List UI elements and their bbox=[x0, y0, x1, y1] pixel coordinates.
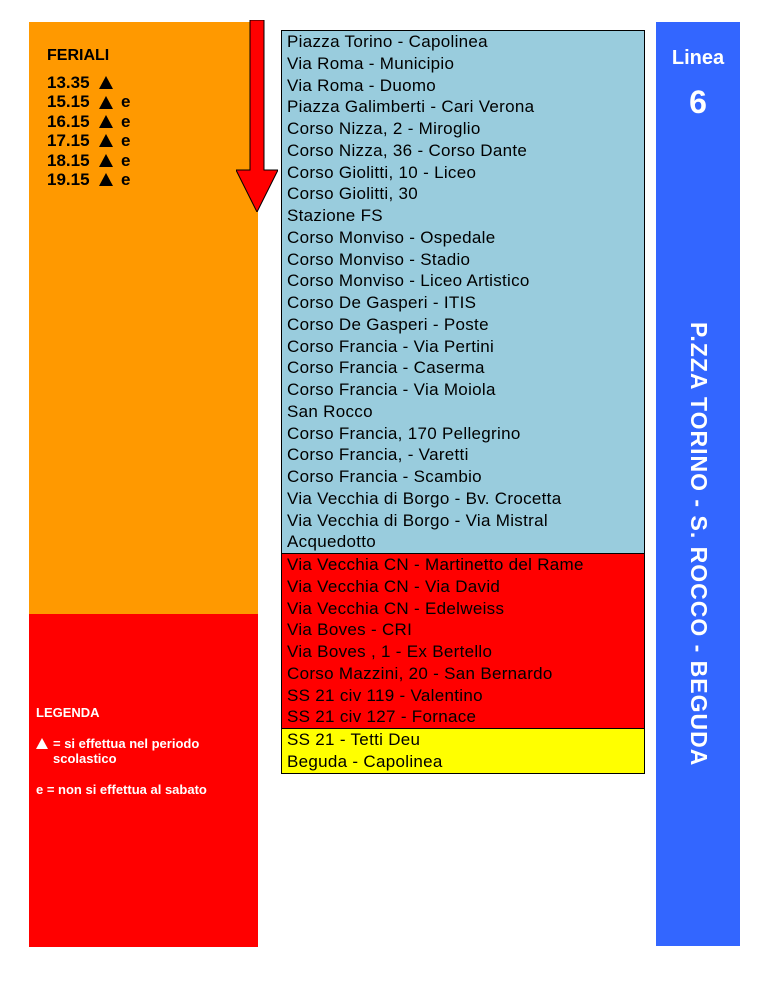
time-row bbox=[47, 131, 130, 150]
time-row bbox=[47, 92, 130, 111]
saturday-note: e bbox=[121, 111, 131, 131]
stop-item: Corso Monviso - Liceo Artistico bbox=[287, 271, 530, 291]
triangle-icon bbox=[99, 173, 113, 186]
triangle-icon bbox=[36, 738, 48, 749]
stop-item: Beguda - Capolinea bbox=[287, 751, 443, 771]
departure-time: 15.15 bbox=[47, 92, 90, 112]
stop-item: Corso Francia, 170 Pellegrino bbox=[287, 423, 521, 443]
down-arrow-icon bbox=[236, 20, 278, 212]
line-label: Linea bbox=[671, 47, 725, 69]
stop-item: Corso Francia - Caserma bbox=[287, 358, 485, 378]
stop-group-extra bbox=[282, 729, 644, 773]
triangle-icon bbox=[99, 154, 113, 167]
legend-e-line bbox=[36, 782, 251, 797]
stop-item: Corso Monviso - Ospedale bbox=[287, 227, 496, 247]
line-number: 6 bbox=[689, 84, 707, 120]
stop-item: SS 21 civ 119 - Valentino bbox=[287, 685, 483, 705]
stop-item: Corso Nizza, 36 - Corso Dante bbox=[287, 140, 528, 160]
stop-item: Piazza Torino - Capolinea bbox=[287, 32, 488, 51]
stop-item: Corso De Gasperi - ITIS bbox=[287, 293, 477, 312]
stop-list bbox=[281, 30, 645, 774]
saturday-note: e bbox=[121, 131, 131, 151]
saturday-note: e bbox=[121, 150, 131, 170]
legend-title: LEGENDA bbox=[36, 705, 100, 720]
stop-item: Via Vecchia di Borgo - Bv. Crocetta bbox=[287, 488, 562, 508]
stop-item: Corso De Gasperi - Poste bbox=[287, 314, 489, 334]
time-row bbox=[47, 151, 130, 170]
stop-item: Corso Francia - Via Moiola bbox=[287, 380, 496, 399]
stop-group-urban bbox=[282, 31, 644, 554]
departure-time: 18.15 bbox=[47, 150, 90, 170]
departure-times bbox=[47, 73, 130, 189]
departure-time: 13.35 bbox=[47, 73, 90, 92]
saturday-note: e bbox=[121, 170, 131, 190]
schedule-title: FERIALI bbox=[47, 47, 110, 64]
stop-item: Corso Monviso - Stadio bbox=[287, 249, 471, 269]
stop-item: Piazza Galimberti - Cari Verona bbox=[287, 97, 535, 117]
time-row bbox=[47, 170, 130, 189]
route-name: P.ZZA TORINO - S. ROCCO - BEGUDA bbox=[686, 322, 712, 767]
stop-item: Via Roma - Municipio bbox=[287, 53, 455, 73]
stop-item: Via Vecchia CN - Via David bbox=[287, 576, 501, 596]
time-row bbox=[47, 112, 130, 131]
stop-item: Corso Mazzini, 20 - San Bernardo bbox=[287, 663, 553, 683]
stop-item: Stazione FS bbox=[287, 206, 383, 225]
triangle-icon bbox=[99, 115, 113, 128]
departure-time: 17.15 bbox=[47, 131, 90, 151]
stop-item: Corso Francia - Scambio bbox=[287, 467, 482, 486]
triangle-icon bbox=[99, 134, 113, 147]
stop-item: Corso Nizza, 2 - Miroglio bbox=[287, 119, 481, 138]
legend-triangle-text: = si effettua nel periodo scolastico bbox=[53, 736, 200, 766]
stop-item: SS 21 - Tetti Deu bbox=[287, 730, 421, 749]
stop-item: Via Boves - CRI bbox=[287, 620, 413, 640]
legend-triangle-line bbox=[36, 736, 251, 766]
stop-item: Via Boves , 1 - Ex Bertello bbox=[287, 642, 493, 661]
stop-item: Via Vecchia CN - Edelweiss bbox=[287, 598, 505, 618]
stop-item: Corso Giolitti, 30 bbox=[287, 184, 419, 204]
stop-item: Corso Francia - Via Pertini bbox=[287, 336, 495, 356]
triangle-icon bbox=[99, 96, 113, 109]
saturday-note: e bbox=[121, 92, 131, 112]
departure-time: 16.15 bbox=[47, 111, 90, 131]
stop-item: Via Vecchia CN - Martinetto del Rame bbox=[287, 555, 584, 574]
stop-item: Via Vecchia di Borgo - Via Mistral bbox=[287, 510, 548, 530]
stop-item: Corso Francia, - Varetti bbox=[287, 445, 469, 465]
stop-item: San Rocco bbox=[287, 401, 373, 421]
legend-e-text: e = non si effettua al sabato bbox=[36, 782, 207, 797]
stop-item: Via Roma - Duomo bbox=[287, 75, 437, 95]
triangle-icon bbox=[99, 76, 113, 89]
legend bbox=[36, 705, 251, 813]
departure-time: 19.15 bbox=[47, 170, 90, 190]
time-row bbox=[47, 73, 130, 92]
stop-item: Acquedotto bbox=[287, 532, 377, 552]
stop-item: Corso Giolitti, 10 - Liceo bbox=[287, 162, 477, 182]
stop-item: SS 21 civ 127 - Fornace bbox=[287, 707, 477, 727]
stop-group-suburban bbox=[282, 554, 644, 729]
